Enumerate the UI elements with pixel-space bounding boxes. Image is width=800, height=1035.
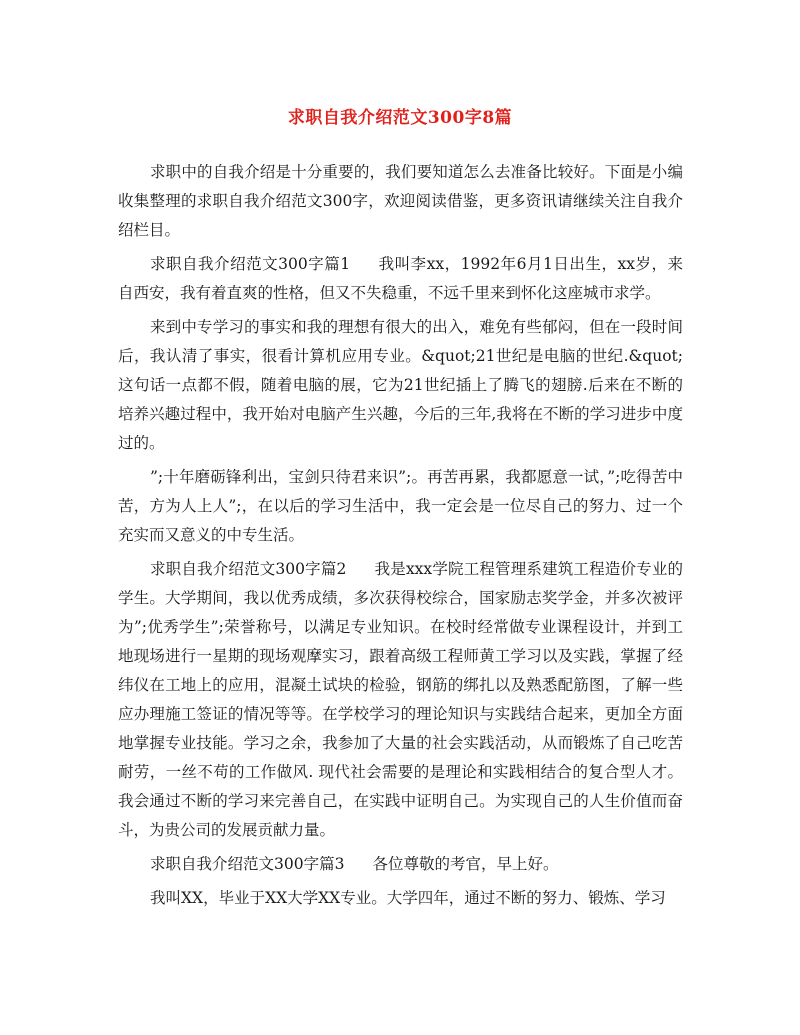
- section1-heading: 求职自我介绍范文300字篇1: [150, 255, 351, 273]
- section1-text-1: 我叫李xx，1992年6月1日出生，xx岁，来自西安，我有着直爽的性格，但又不失稳重，不远千里来到怀化这座城市求学。: [118, 255, 683, 302]
- section2-heading: 求职自我介绍范文300字篇2: [150, 560, 347, 578]
- section3-text-1: 各位尊敬的考官，早上好。: [372, 855, 559, 873]
- section1-paragraph-3: ”;十年磨砺锋利出，宝剑只待君来识”;。再苦再累，我都愿意一试，”;吃得苦中苦，方为人上人”;，在以后的学习生活中，我一定会是一位尽自己的努力、过一个充实而又意义的中专生活。: [118, 468, 683, 544]
- section3-heading: 求职自我介绍范文300字篇3: [150, 855, 345, 873]
- document-title: 求职自我介绍范文300字8篇: [287, 108, 513, 128]
- document-body: [118, 158, 683, 918]
- section2-paragraph-1: [118, 555, 683, 845]
- intro-paragraph: 求职中的自我介绍是十分重要的，我们要知道怎么去准备比较好。下面是小编收集整理的求职自我介绍范文300字，欢迎阅读借鉴，更多资讯请继续关注自我介绍栏目。: [118, 163, 683, 239]
- section1-paragraph-2: 来到中专学习的事实和我的理想有很大的出入，难免有些郁闷，但在一段时间后，我认清了事实，很看计算机应用专业。&quot;21世纪是电脑的世纪.&quot;这句话一点都不假，随着电脑的展，它为21世纪插上了腾飞的翅膀.后来在不断的培养兴趣过程中，我开始对电脑产生兴趣，今后的三年,我将在不断的学习进步中度过的。: [118, 318, 683, 452]
- section3-paragraph-2: 我叫XX，毕业于XX大学XX专业。大学四年，通过不断的努力、锻炼、学习: [150, 889, 666, 907]
- section1-paragraph-1: [118, 250, 683, 308]
- section3-paragraph-1: [118, 850, 683, 879]
- section2-text-1: 我是xxx学院工程管理系建筑工程造价专业的学生。大学期间，我以优秀成绩，多次获得校综合，国家励志奖学金，并多次被评为”;优秀学生”;荣誉称号，以满足专业知识。在校时经常做专业课程设计，并到工地现场进行一星期的现场观摩实习，跟着高级工程师黄工学习以及实践，掌握了经纬仪在工地上的应用，混凝土试块的检验，钢筋的绑扎以及熟悉配筋图，了解一些应办理施工签证的情况等等。在学校学习的理论知识与实践结合起来，更加全方面地掌握专业技能。学习之余，我参加了大量的社会实践活动，从而锻炼了自己吃苦耐劳，一丝不苟的工作做风. 现代社会需要的是理论和实践相结合的复合型人才。我会通过不断的学习来完善自己，在实践中证明自己。为实现自己的人生价值而奋斗，为贵公司的发展贡献力量。: [118, 560, 683, 839]
